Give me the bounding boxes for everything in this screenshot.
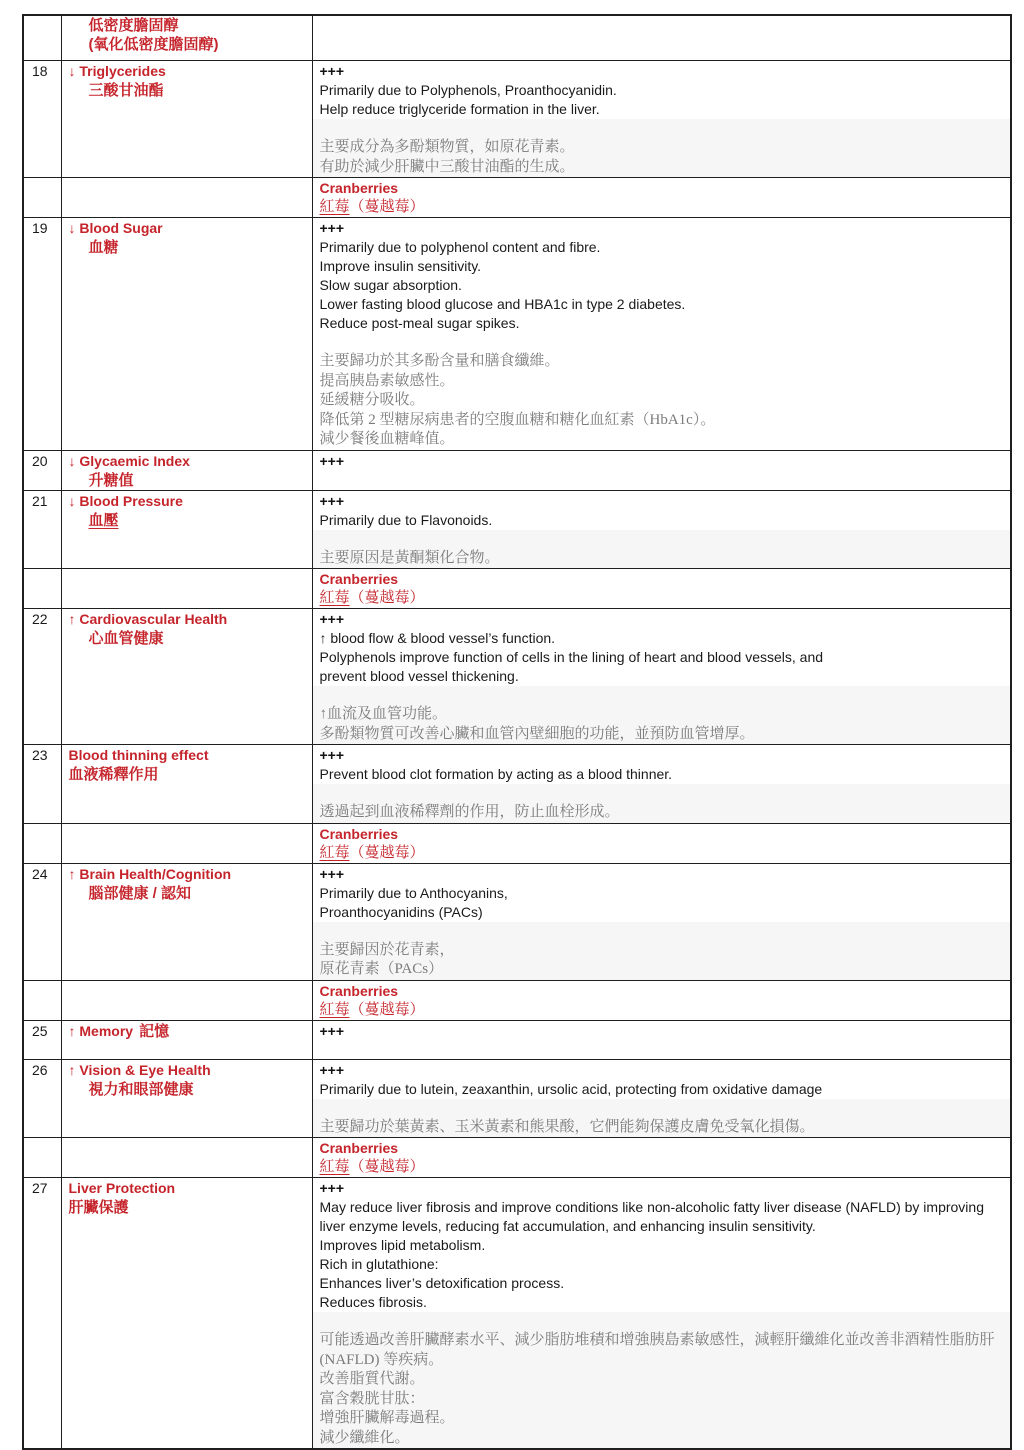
benefits-table xyxy=(22,14,1012,1450)
detail-line-english: Primarily due to Anthocyanins, xyxy=(319,884,508,901)
effectiveness-rating: +++ xyxy=(319,63,345,79)
detail-line-english: May reduce liver fibrosis and improve conditions like non-alcoholic fatty liver disease (NAFLD) by improving liver enzyme levels, reducing fat accumulation, and enhancing insulin sensitivity. xyxy=(319,1199,984,1234)
detail-chinese-block xyxy=(313,530,1011,569)
detail-line-chinese: 原花青素（PACs） xyxy=(319,961,444,977)
detail-line-chinese: 主要原因是黃酮類化合物。 xyxy=(319,549,500,566)
row-number: 23 xyxy=(32,747,48,763)
effectiveness-rating: +++ xyxy=(319,865,345,882)
source-name-chinese-underlined: 紅莓 xyxy=(319,199,350,215)
table-row xyxy=(23,569,1011,609)
row-number-cell xyxy=(23,823,61,863)
row-number-cell xyxy=(23,490,61,569)
detail-line-english: Reduce post-meal sugar spikes. xyxy=(319,315,520,331)
effectiveness-rating: +++ xyxy=(319,220,345,236)
detail-line-english: Reduces fibrosis. xyxy=(319,1294,427,1310)
row-number-cell xyxy=(23,609,61,745)
row-number-cell xyxy=(23,863,61,980)
detail-line-chinese: 主要歸功於其多酚含量和膳食纖維。 xyxy=(319,353,560,369)
source-name-chinese-underlined: 紅莓 xyxy=(319,844,350,861)
benefit-title-cell xyxy=(61,609,312,745)
detail-line-chinese: 降低第 2 型糖尿病患者的空腹血糖和糖化血紅素（HbA1c）。 xyxy=(319,411,716,428)
row-number-cell xyxy=(23,15,61,61)
source-name-chinese xyxy=(313,1158,1011,1177)
row-number: 25 xyxy=(32,1022,48,1039)
table-row xyxy=(23,980,1011,1020)
benefit-title: Blood thinning effect xyxy=(68,747,209,763)
benefit-title: Liver Protection xyxy=(68,1180,176,1196)
detail-chinese-block xyxy=(313,333,1011,450)
effectiveness-rating: +++ xyxy=(319,747,345,763)
source-name-chinese-rest: （蔓越莓） xyxy=(349,590,425,606)
benefit-title-chinese: 腦部健康 / 認知 xyxy=(88,884,192,902)
row-number-cell xyxy=(23,745,61,824)
benefit-title-chinese: 血壓 xyxy=(88,511,119,529)
benefit-detail-cell xyxy=(312,450,1011,490)
row-number: 18 xyxy=(32,63,48,79)
source-name: Cranberries xyxy=(319,825,399,842)
detail-line-chinese: 透過起到血液稀釋劑的作用，防止血栓形成。 xyxy=(319,804,620,820)
benefit-detail-cell xyxy=(312,1020,1011,1059)
row-number-cell xyxy=(23,61,61,178)
row-number: 22 xyxy=(32,611,48,627)
effectiveness-rating: +++ xyxy=(319,611,345,627)
detail-line-chinese: 多酚類物質可改善心臟和血管內壁細胞的功能，並預防血管增厚。 xyxy=(319,725,755,742)
benefit-detail-cell xyxy=(312,61,1011,178)
detail-line-chinese: ↑血流及血管功能。 xyxy=(319,706,448,722)
effectiveness-rating: +++ xyxy=(319,1180,345,1196)
detail-line-english: Primarily due to Polyphenols, Proanthocyanidin. xyxy=(319,82,617,98)
benefit-title-cell xyxy=(61,823,312,863)
benefit-title-cell xyxy=(61,980,312,1020)
detail-chinese-block xyxy=(313,119,1011,177)
benefit-title-cell xyxy=(61,61,312,178)
detail-line-chinese: 提高胰島素敏感性。 xyxy=(319,372,455,389)
source-name-chinese xyxy=(313,844,1011,863)
detail-chinese-block xyxy=(313,1312,1011,1448)
benefit-detail-cell xyxy=(312,863,1011,980)
source-name-chinese-rest: （蔓越莓） xyxy=(349,1001,425,1018)
benefit-detail-cell xyxy=(312,1059,1011,1138)
benefit-detail-cell xyxy=(312,1138,1011,1178)
row-number: 19 xyxy=(32,220,48,236)
source-name-chinese-underlined: 紅莓 xyxy=(319,1159,350,1175)
benefit-detail-cell xyxy=(312,569,1011,609)
benefit-title-cell xyxy=(61,490,312,569)
source-name-chinese xyxy=(313,198,1011,217)
row-number-cell xyxy=(23,1178,61,1450)
carryover-title-line: (氧化低密度膽固醇) xyxy=(88,36,219,53)
benefit-detail-cell xyxy=(312,823,1011,863)
detail-line-english: Primarily due to Flavonoids. xyxy=(319,511,493,528)
row-number-cell xyxy=(23,569,61,609)
blank-line xyxy=(313,333,1011,352)
benefits-table-body xyxy=(23,15,1011,1449)
table-row xyxy=(23,218,1011,451)
row-number-cell xyxy=(23,1020,61,1059)
table-row xyxy=(23,178,1011,218)
source-name-chinese-rest: （蔓越莓） xyxy=(349,1159,425,1175)
source-name-chinese-rest: （蔓越莓） xyxy=(349,844,425,861)
source-name: Cranberries xyxy=(319,571,399,587)
row-number: 20 xyxy=(32,452,48,469)
table-row xyxy=(23,1138,1011,1178)
source-name-chinese-rest: （蔓越莓） xyxy=(349,199,425,215)
effectiveness-rating: +++ xyxy=(319,492,345,509)
benefit-title: ↑ Vision & Eye Health xyxy=(68,1061,211,1078)
table-row xyxy=(23,450,1011,490)
benefit-title: ↑ Memory 記憶 xyxy=(68,1022,170,1040)
detail-line-chinese: 主要歸功於葉黃素、玉米黃素和熊果酸，它們能夠保護皮膚免受氧化損傷。 xyxy=(319,1118,815,1135)
blank-line xyxy=(313,922,1011,941)
benefit-title-chinese: 心血管健康 xyxy=(88,630,164,647)
detail-line-english: prevent blood vessel thickening. xyxy=(319,668,519,684)
detail-line-chinese: 減少纖維化。 xyxy=(319,1429,410,1446)
detail-line-english: Improve insulin sensitivity. xyxy=(319,258,482,274)
detail-line-english: Help reduce triglyceride formation in the liver. xyxy=(319,101,600,117)
benefit-title-chinese: 肝臟保護 xyxy=(68,1199,129,1216)
detail-chinese-block xyxy=(313,1099,1011,1138)
detail-line-english: Improves lipid metabolism. xyxy=(319,1237,486,1253)
benefit-title: ↑ Cardiovascular Health xyxy=(68,611,228,627)
table-row xyxy=(23,863,1011,980)
benefit-detail-cell xyxy=(312,218,1011,451)
detail-line-english: Enhances liver’s detoxification process. xyxy=(319,1275,565,1291)
row-number-cell xyxy=(23,1059,61,1138)
detail-line-english: Slow sugar absorption. xyxy=(319,277,462,293)
benefit-title: ↑ Brain Health/Cognition xyxy=(68,865,232,882)
row-number: 26 xyxy=(32,1061,48,1078)
row-number-cell xyxy=(23,178,61,218)
benefit-detail-cell xyxy=(312,745,1011,824)
table-row xyxy=(23,15,1011,61)
detail-line-english: Lower fasting blood glucose and HBA1c in type 2 diabetes. xyxy=(319,296,686,312)
table-row xyxy=(23,823,1011,863)
blank-line xyxy=(313,784,1011,803)
source-name-chinese xyxy=(313,589,1011,608)
detail-line-chinese: 有助於減少肝臟中三酸甘油酯的生成。 xyxy=(319,158,575,175)
benefit-title-cell xyxy=(61,1138,312,1178)
benefit-title-cell xyxy=(61,450,312,490)
benefit-title-cell xyxy=(61,745,312,824)
benefit-title: ↓ Triglycerides xyxy=(68,63,166,79)
benefit-title-cell xyxy=(61,569,312,609)
source-name-chinese xyxy=(313,1001,1011,1020)
benefit-detail-cell xyxy=(312,490,1011,569)
source-name-chinese-underlined: 紅莓 xyxy=(319,590,350,606)
detail-line-chinese: 富含穀胱甘肽： xyxy=(319,1390,425,1407)
detail-line-english: ↑ blood flow & blood vessel’s function. xyxy=(319,630,556,646)
detail-line-english: Primarily due to polyphenol content and fibre. xyxy=(319,239,601,255)
table-row xyxy=(23,1059,1011,1138)
table-row xyxy=(23,1020,1011,1059)
detail-line-english: Primarily due to lutein, zeaxanthin, ursolic acid, protecting from oxidative damage xyxy=(319,1080,823,1097)
blank-line xyxy=(313,530,1011,549)
carryover-title-line: 低密度膽固醇 xyxy=(88,17,179,34)
effectiveness-rating: +++ xyxy=(319,1022,345,1039)
row-number-cell xyxy=(23,218,61,451)
blank-line xyxy=(313,686,1011,705)
benefit-detail-cell xyxy=(312,980,1011,1020)
row-number: 24 xyxy=(32,865,48,882)
detail-line-chinese: 增強肝臟解毒過程。 xyxy=(319,1410,455,1426)
benefit-detail-cell xyxy=(312,1178,1011,1450)
blank-line xyxy=(313,1312,1011,1331)
blank-line xyxy=(313,1099,1011,1118)
benefit-title-chinese: 血糖 xyxy=(88,239,119,256)
benefit-title-cell xyxy=(61,15,312,61)
benefit-title-cell xyxy=(61,1178,312,1450)
detail-chinese-block xyxy=(313,784,1011,823)
benefit-title-cell xyxy=(61,1059,312,1138)
benefit-title-chinese: 視力和眼部健康 xyxy=(88,1080,194,1098)
table-row xyxy=(23,490,1011,569)
detail-line-chinese: 主要成分為多酚類物質，如原花青素。 xyxy=(319,139,575,155)
detail-line-chinese: 改善脂質代謝。 xyxy=(319,1371,425,1387)
row-number-cell xyxy=(23,1138,61,1178)
document-page xyxy=(22,14,1012,1450)
benefit-title-chinese: 升糖值 xyxy=(88,471,134,489)
source-name-chinese-underlined: 紅莓 xyxy=(319,1001,350,1018)
blank-line xyxy=(313,119,1011,138)
row-number: 21 xyxy=(32,492,48,509)
detail-chinese-block xyxy=(313,922,1011,980)
detail-line-english: Polyphenols improve function of cells in the lining of heart and blood vessels, and xyxy=(319,649,824,665)
benefit-title-chinese: 三酸甘油酯 xyxy=(88,82,164,99)
benefit-title-cell xyxy=(61,863,312,980)
source-name: Cranberries xyxy=(319,180,399,196)
benefit-title-chinese: 血液稀釋作用 xyxy=(68,766,159,783)
detail-line-english: Proanthocyanidins (PACs) xyxy=(319,903,483,920)
detail-line-english: Rich in glutathione: xyxy=(319,1256,439,1272)
benefit-title: ↓ Glycaemic Index xyxy=(68,452,190,469)
row-number-cell xyxy=(23,450,61,490)
effectiveness-rating: +++ xyxy=(319,452,345,469)
table-row xyxy=(23,61,1011,178)
benefit-detail-cell xyxy=(312,178,1011,218)
table-row xyxy=(23,1178,1011,1450)
detail-line-chinese: 主要歸因於花青素， xyxy=(319,941,455,958)
source-name: Cranberries xyxy=(319,1140,399,1156)
table-row xyxy=(23,609,1011,745)
detail-line-chinese: 可能透過改善肝臟酵素水平、減少脂肪堆積和增強胰島素敏感性，減輕肝纖維化並改善非酒精性脂肪肝 (NAFLD) 等疾病。 xyxy=(319,1332,995,1368)
benefit-detail-cell xyxy=(312,15,1011,61)
benefit-title-cell xyxy=(61,178,312,218)
benefit-title: ↓ Blood Pressure xyxy=(68,492,183,509)
source-name: Cranberries xyxy=(319,982,399,999)
detail-line-chinese: 延緩糖分吸收。 xyxy=(319,392,425,408)
row-number: 27 xyxy=(32,1180,48,1196)
detail-chinese-block xyxy=(313,686,1011,744)
detail-line-english: Prevent blood clot formation by acting as a blood thinner. xyxy=(319,766,673,782)
benefit-title-cell xyxy=(61,1020,312,1059)
benefit-title: ↓ Blood Sugar xyxy=(68,220,163,236)
table-row xyxy=(23,745,1011,824)
benefit-title-cell xyxy=(61,218,312,451)
detail-line-chinese: 減少餐後血糖峰值。 xyxy=(319,431,455,447)
effectiveness-rating: +++ xyxy=(319,1061,345,1078)
benefit-detail-cell xyxy=(312,609,1011,745)
benefit-title-chinese-inline: 記憶 xyxy=(139,1022,170,1040)
row-number-cell xyxy=(23,980,61,1020)
